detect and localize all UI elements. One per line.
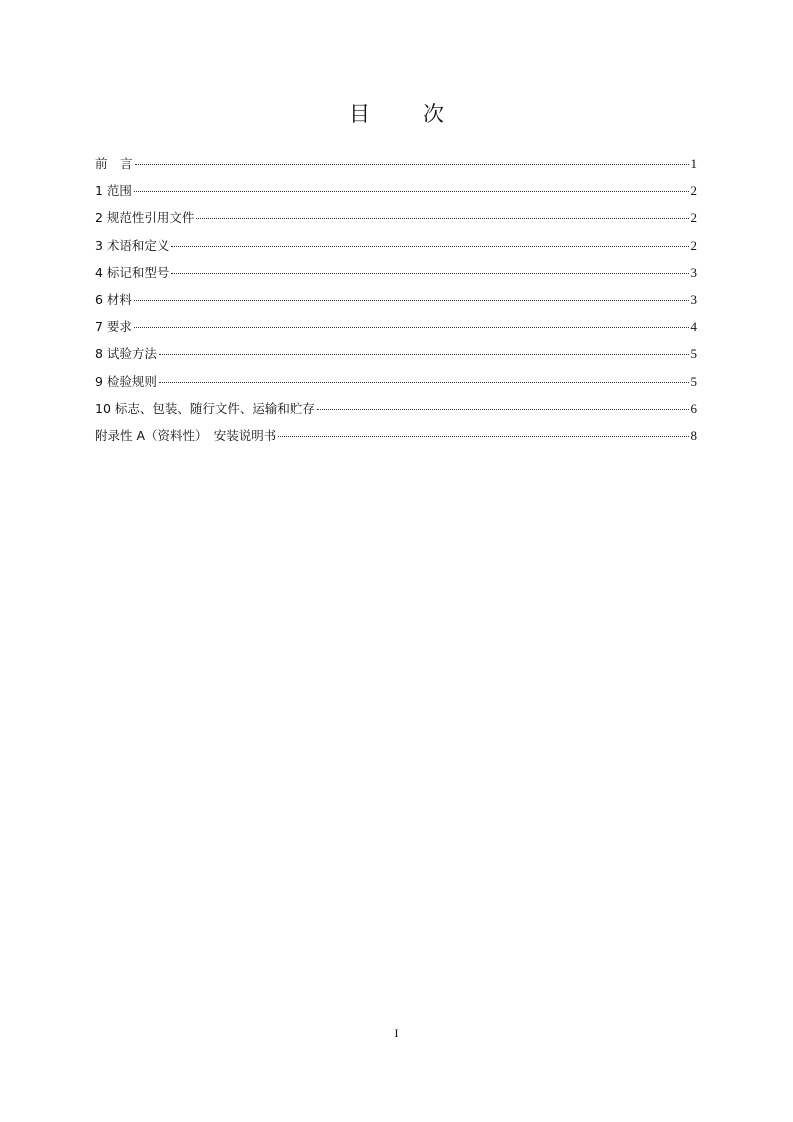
- toc-entry-inspection-rules[interactable]: [95, 372, 697, 399]
- toc-dot-leader: [135, 164, 689, 165]
- toc-entry-page-number: 5: [690, 373, 697, 389]
- toc-entry-label: 4 标记和型号: [95, 264, 170, 280]
- toc-entry-label: 1 范围: [95, 183, 132, 199]
- toc-entry-marking-models[interactable]: [95, 263, 697, 290]
- toc-dot-leader: [278, 436, 688, 437]
- toc-entry-test-methods[interactable]: [95, 344, 697, 371]
- toc-entry-normative-references[interactable]: [95, 208, 697, 235]
- toc-dot-leader: [159, 382, 689, 383]
- toc-dot-leader: [171, 273, 688, 274]
- toc-entry-page-number: 4: [690, 319, 697, 335]
- toc-list: [95, 154, 697, 453]
- toc-entry-label: 6 材料: [95, 291, 132, 307]
- toc-entry-marking-packaging[interactable]: [95, 399, 697, 426]
- toc-entry-page-number: 8: [690, 427, 697, 443]
- toc-entry-page-number: 5: [690, 346, 697, 362]
- toc-entry-page-number: 2: [690, 210, 697, 226]
- toc-entry-page-number: 1: [690, 156, 697, 171]
- toc-entry-label: 8 试验方法: [95, 346, 157, 362]
- toc-entry-label: 2 规范性引用文件: [95, 210, 195, 226]
- toc-entry-requirements[interactable]: [95, 317, 697, 344]
- toc-dot-leader: [134, 191, 689, 192]
- toc-entry-label: 附录性 A（资料性） 安装说明书: [95, 427, 277, 443]
- toc-dot-leader: [134, 300, 689, 301]
- toc-entry-page-number: 3: [690, 264, 697, 280]
- toc-dot-leader: [134, 327, 689, 328]
- toc-entry-scope[interactable]: [95, 181, 697, 208]
- toc-entry-label: 3 术语和定义: [95, 237, 170, 253]
- toc-entry-label: 10 标志、包装、随行文件、运输和贮存: [95, 400, 315, 416]
- toc-entry-annex-a[interactable]: [95, 426, 697, 453]
- toc-entry-label: 7 要求: [95, 319, 132, 335]
- toc-title: 目 次: [349, 102, 460, 126]
- toc-entry-page-number: 2: [690, 237, 697, 253]
- toc-entry-materials[interactable]: [95, 290, 697, 317]
- page-footer-number: I: [394, 1026, 399, 1040]
- toc-dot-leader: [317, 409, 689, 410]
- toc-dot-leader: [196, 218, 688, 219]
- toc-entry-page-number: 2: [690, 183, 697, 199]
- toc-entry-page-number: 3: [690, 291, 697, 307]
- toc-entry-foreword[interactable]: [95, 154, 697, 181]
- toc-entry-page-number: 6: [690, 400, 697, 416]
- toc-entry-label: 9 检验规则: [95, 373, 157, 389]
- toc-entry-terms-definitions[interactable]: [95, 236, 697, 263]
- toc-dot-leader: [159, 354, 689, 355]
- toc-dot-leader: [171, 246, 688, 247]
- toc-entry-label: 前 言: [95, 156, 133, 171]
